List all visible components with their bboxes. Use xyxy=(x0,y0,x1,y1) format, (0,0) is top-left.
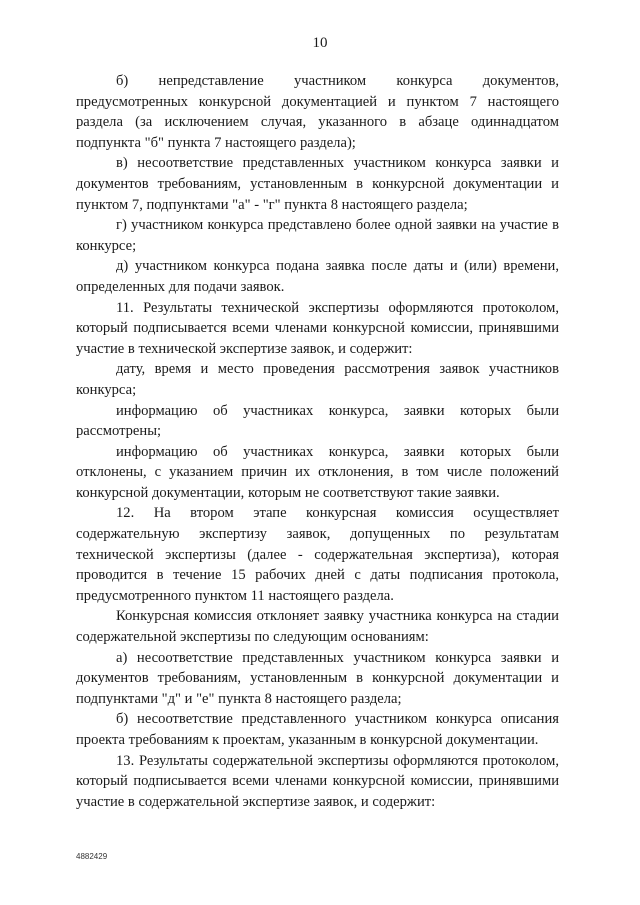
paragraph: информацию об участниках конкурса, заявки которых были отклонены, с указанием причин их отклонения, в том числе положений конкурсной документации, которым не соответствуют такие заявки. xyxy=(76,443,559,501)
paragraph: б) непредставление участником конкурса документов, предусмотренных конкурсной документацией и пунктом 7 настоящего раздела (за исключением случая, указанного в абзаце одиннадцатом подпункта "б" пункта 7 настоящего раздела); xyxy=(76,73,559,151)
paragraph: 12. На втором этапе конкурсная комиссия осуществляет содержательную экспертизу заявок, допущенных по результатам технической экспертизы (далее - содержательная экспертиза), которая проводится в течение 15 рабочих дней с даты подписания протокола, предусмотренного пунктом 11 настоящего раздела. xyxy=(76,505,559,604)
paragraph: Конкурсная комиссия отклоняет заявку участника конкурса на стадии содержательной экспертизы по следующим основаниям: xyxy=(76,608,559,646)
paragraph: г) участником конкурса представлено более одной заявки на участие в конкурсе; xyxy=(76,217,559,254)
paragraph: дату, время и место проведения рассмотрения заявок участников конкурса; xyxy=(76,361,559,398)
paragraph: информацию об участниках конкурса, заявки которых были рассмотрены; xyxy=(76,402,559,440)
paragraph: 13. Результаты содержательной экспертизы оформляются протоколом, который подписывается всеми членами конкурсной комиссии, принявшими участие в содержательной экспертизе заявок, и содержит: xyxy=(76,752,559,810)
paragraph: д) участником конкурса подана заявка после даты и (или) времени, определенных для подачи заявок. xyxy=(76,258,559,295)
paragraph: а) несоответствие представленных участником конкурса заявки и документов требованиям, установленным в конкурсной документации и подпунктами "д" и "е" пункта 8 настоящего раздела; xyxy=(76,649,559,707)
document-body xyxy=(76,71,559,812)
paragraph: в) несоответствие представленных участником конкурса заявки и документов требованиям, установленным в конкурсной документации и пунктом 7, подпунктами "а" - "г" пункта 8 настоящего раздела; xyxy=(76,155,559,213)
paragraph: 11. Результаты технической экспертизы оформляются протоколом, который подписывается всеми членами конкурсной комиссии, принявшими участие в технической экспертизе заявок, и содержит: xyxy=(76,299,559,357)
page-number: 10 xyxy=(312,35,328,51)
paragraph: б) несоответствие представленного участником конкурса описания проекта требованиям к проектам, указанным в конкурсной документации. xyxy=(76,711,559,748)
document-id: 4882429 xyxy=(76,852,108,861)
